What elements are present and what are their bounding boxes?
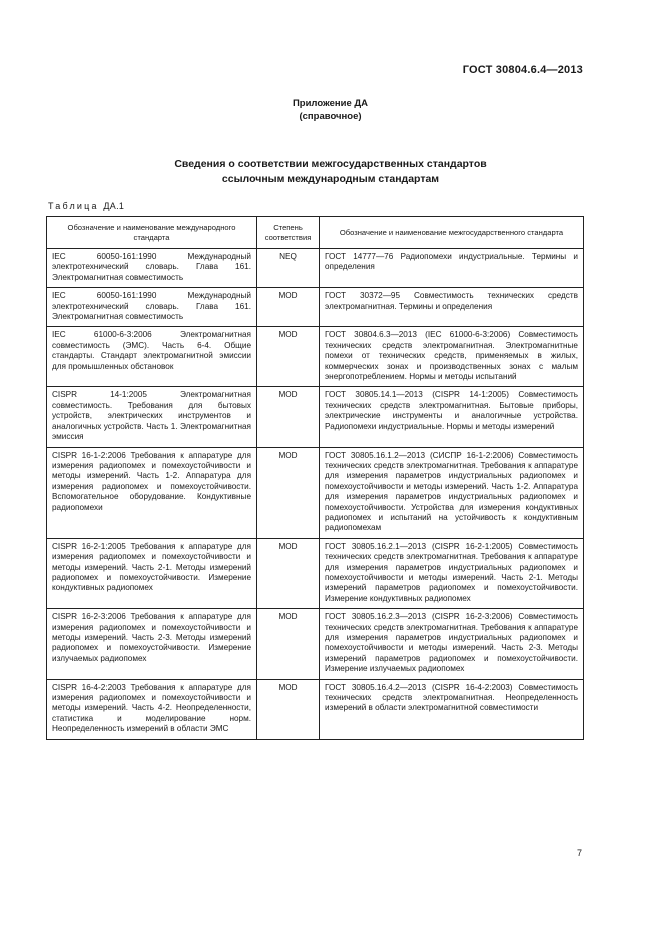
table-row [47,609,584,679]
interstate-standard-cell: ГОСТ 30805.16.2.3—2013 (CISPR 16-2-3:2006) Совместимость технических средств электромагнитная. Требования к аппаратуре для измерения параметров индустриальных радиопомех и помехоустойчивости и методы измерений. Часть 2-3. Методы измерений параметров радиопомех и помехоустойчивости. Измерение излучаемых радиопомех [320,609,584,679]
table-row [47,387,584,447]
document-id: ГОСТ 30804.6.4—2013 [462,64,583,76]
degree-cell: MOD [257,327,320,387]
header-interstate-standard: Обозначение и наименование межгосударственного стандарта [320,217,584,249]
table-body [47,249,584,740]
degree-cell: NEQ [257,249,320,288]
section-title-line2: ссылочным международным стандартам [221,173,440,185]
intl-standard-cell: IEC 61000-6-3:2006 Электромагнитная совместимость (ЭМС). Часть 6-4. Общие стандарты. Стандарт электромагнитной эмиссии для промышленных обстановок [47,327,257,387]
section-title-line1: Сведения о соответствии межгосударственных стандартов [174,158,487,170]
table-row [47,538,584,608]
section-title [0,157,661,187]
header-degree: Степень соответствия [257,217,320,249]
table-row [47,447,584,538]
annex-heading [0,97,661,123]
interstate-standard-cell: ГОСТ 30804.6.3—2013 (IEC 61000-6-3:2006) Совместимость технических средств электромагнитная. Электромагнитные помехи от технических средств, применяемых в жилых, коммерческих зонах и производственных зонах с малым энергопотреблением. Нормы и методы испытаний [320,327,584,387]
intl-standard-cell: CISPR 16-1-2:2006 Требования к аппаратуре для измерения радиопомех и помехоустойчивости и методы измерений. Часть 1-2. Аппаратура для измерения радиопомех и помехоустойчивости. Вспомогательное оборудование. Кондуктивные радиопомехи [47,447,257,538]
intl-standard-cell: IEC 60050-161:1990 Международный электротехнический словарь. Глава 161. Электромагнитная совместимость [47,288,257,327]
intl-standard-cell: IEC 60050-161:1990 Международный электротехнический словарь. Глава 161. Электромагнитная совместимость [47,249,257,288]
table-row [47,249,584,288]
degree-cell: MOD [257,447,320,538]
header-international-standard: Обозначение и наименование международного стандарта [47,217,257,249]
degree-cell: MOD [257,288,320,327]
table-label-number: ДА.1 [103,201,125,211]
interstate-standard-cell: ГОСТ 30805.16.1.2—2013 (СИСПР 16-1-2:2006) Совместимость технических средств электромагнитная. Требования к аппаратуре для измерения параметров индустриальных радиопомех и помехоустойчивости и методы измерений. Часть 1-2. Аппаратура для измерения параметров индустриальных радиопомех и помехоустойчивости. Устройства для измерения кондуктивных радиопомех и испытаний на устойчивость к кондуктивным радиопомехам [320,447,584,538]
table-label-word: Таблица [48,201,99,211]
interstate-standard-cell: ГОСТ 30805.16.2.1—2013 (CISPR 16-2-1:2005) Совместимость технических средств электромагнитная. Требования к аппаратуре для измерения параметров индустриальных радиопомех и помехоустойчивости и методы измерений. Часть 2-1. Методы измерений параметров радиопомех и помехоустойчивости. Измерение кондуктивных радиопомех [320,538,584,608]
intl-standard-cell: CISPR 14-1:2005 Электромагнитная совместимость. Требования для бытовых устройств, электрических инструментов и аналогичных устройств. Часть 1. Электромагнитная эмиссия [47,387,257,447]
degree-cell: MOD [257,538,320,608]
interstate-standard-cell: ГОСТ 30805.14.1—2013 (CISPR 14-1:2005) Совместимость технических средств электромагнитная. Бытовые приборы, электрические инструменты и аналогичные устройства. Радиопомехи индустриальные. Нормы и методы измерений [320,387,584,447]
standards-correspondence-table [46,216,584,740]
table-row [47,679,584,739]
interstate-standard-cell: ГОСТ 14777—76 Радиопомехи индустриальные. Термины и определения [320,249,584,288]
intl-standard-cell: CISPR 16-2-3:2006 Требования к аппаратуре для измерения радиопомех и помехоустойчивости и методы измерений. Часть 2-3. Методы измерений радиопомех и помехоустойчивости. Измерение излучаемых радиопомех [47,609,257,679]
annex-title: Приложение ДА [292,98,369,109]
degree-cell: MOD [257,609,320,679]
interstate-standard-cell: ГОСТ 30372—95 Совместимость технических средств электромагнитная. Термины и определения [320,288,584,327]
table-row [47,327,584,387]
table-header-row [47,217,584,249]
intl-standard-cell: CISPR 16-2-1:2005 Требования к аппаратуре для измерения радиопомех и помехоустойчивости и методы измерений. Часть 2-1. Методы измерений радиопомех и помехоустойчивости. Измерение кондуктивных радиопомех [47,538,257,608]
table-row [47,288,584,327]
page-number: 7 [576,848,582,858]
intl-standard-cell: CISPR 16-4-2:2003 Требования к аппаратуре для измерения радиопомех и помехоустойчивости и методы измерений. Часть 4-2. Неопределенности, статистика и моделирование норм. Неопределенность измерений в области ЭМС [47,679,257,739]
table-label [48,201,124,211]
degree-cell: MOD [257,387,320,447]
interstate-standard-cell: ГОСТ 30805.16.4.2—2013 (CISPR 16-4-2:2003) Совместимость технических средств электромагнитная. Неопределенность измерений в области электромагнитной совместимости [320,679,584,739]
annex-subtitle: (справочное) [299,111,362,122]
degree-cell: MOD [257,679,320,739]
